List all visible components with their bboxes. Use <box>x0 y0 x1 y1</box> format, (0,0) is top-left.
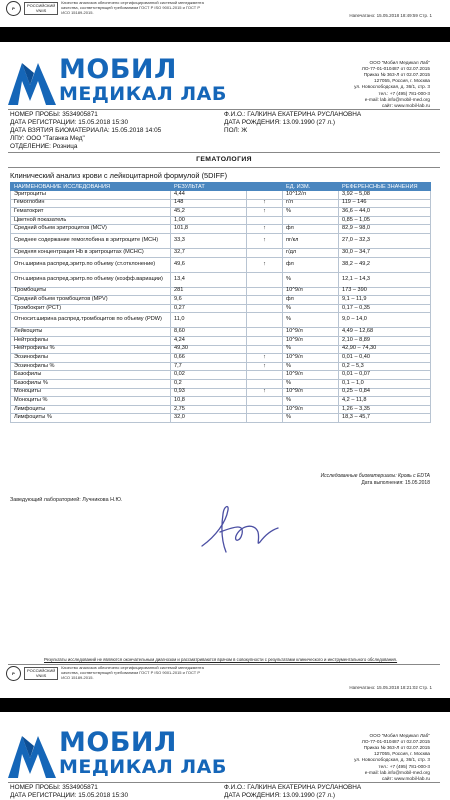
result-cell: 11,0 <box>171 313 247 328</box>
flag-cell: ↑ <box>247 354 283 363</box>
birth-date: ДАТА РОЖДЕНИЯ: 13.09.1990 (27 л.) <box>224 118 336 126</box>
reference-cell: 82,9 – 98,0 <box>339 225 431 234</box>
unit-cell: % <box>283 272 339 287</box>
unit-cell: 10^12/л <box>283 191 339 200</box>
flag-cell <box>247 414 283 423</box>
test-name-cell: Эозинофилы <box>11 354 171 363</box>
cert-badge-vniis: РОССИЙСКИЙ VNIIS <box>24 2 58 15</box>
flag-cell <box>247 248 283 257</box>
section-divider <box>8 152 440 153</box>
unit-cell: г/л <box>283 199 339 208</box>
lab-address: 127055, Россия, г. Москва <box>374 78 430 84</box>
flag-cell <box>247 328 283 337</box>
print-timestamp: Напечатано: 15.05.2018 18:21:02 Стр. 1 <box>349 685 432 690</box>
table-row <box>11 354 431 363</box>
table-row <box>11 191 431 200</box>
test-name-cell: Средний объем эритроцитов (MCV) <box>11 225 171 234</box>
table-row <box>11 248 431 257</box>
cert-badge-icon: P <box>6 1 21 16</box>
next-page-fragment <box>0 712 450 800</box>
reference-cell: 0,1 – 1,0 <box>339 379 431 388</box>
reference-cell: 173 – 390 <box>339 287 431 296</box>
cert-badge-vniis: РОССИЙСКИЙ VNIIS <box>24 667 58 680</box>
test-name-cell: Лейкоциты <box>11 328 171 337</box>
result-cell: 148 <box>171 199 247 208</box>
lpu: ЛПУ: ООО "Таганка Мед" <box>10 134 85 142</box>
result-cell: 101,8 <box>171 225 247 234</box>
completion-date: Дата выполнения: 15.05.2018 <box>361 480 430 486</box>
unit-cell: пг/кл <box>283 233 339 248</box>
reference-cell: 2,10 – 8,89 <box>339 336 431 345</box>
patient-name: Ф.И.О.: ГАЛКИНА ЕКАТЕРИНА РУСЛАНОВНА <box>224 111 362 118</box>
test-name-cell: Цветной показатель <box>11 216 171 225</box>
reference-cell: 18,3 – 45,7 <box>339 414 431 423</box>
table-row <box>11 388 431 397</box>
test-name-cell: Эритроциты <box>11 191 171 200</box>
page-top-fragment <box>0 0 450 27</box>
sampling-date: ДАТА ВЗЯТИЯ БИОМАТЕРИАЛА: 15.05.2018 14:05 <box>10 126 162 134</box>
lab-license: ЛО-77-01-010487 от 02.07.2015 <box>361 66 430 72</box>
patient-info-right <box>224 111 361 135</box>
unit-cell: фл <box>283 225 339 234</box>
unit-cell: 10^9/л <box>283 287 339 296</box>
unit-cell: 10^9/л <box>283 371 339 380</box>
certification-block-footer <box>6 666 206 681</box>
reference-cell: 0,2 – 5,3 <box>339 362 431 371</box>
reference-cell: 119 – 146 <box>339 199 431 208</box>
table-row <box>11 216 431 225</box>
reference-cell: 9,1 – 11,9 <box>339 296 431 305</box>
flag-cell <box>247 371 283 380</box>
table-row <box>11 257 431 272</box>
brand-logo <box>8 55 227 105</box>
result-cell: 0,02 <box>171 371 247 380</box>
unit-cell: % <box>283 414 339 423</box>
table-row <box>11 379 431 388</box>
result-cell: 49,30 <box>171 345 247 354</box>
result-cell: 49,6 <box>171 257 247 272</box>
result-cell: 2,75 <box>171 405 247 414</box>
unit-cell: г/дл <box>283 248 339 257</box>
result-cell: 0,2 <box>171 379 247 388</box>
lab-address: 127055, Россия, г. Москва <box>374 751 430 757</box>
unit-cell: 10^9/л <box>283 354 339 363</box>
test-name-cell: Базофилы % <box>11 379 171 388</box>
result-cell: 32,0 <box>171 414 247 423</box>
header-divider <box>8 109 440 110</box>
flag-cell <box>247 336 283 345</box>
flag-cell: ↑ <box>247 257 283 272</box>
unit-cell: % <box>283 379 339 388</box>
lab-address-street: ул. Новослободская, д. 36/1, стр. 3 <box>354 84 430 90</box>
reference-cell: 0,01 – 0,07 <box>339 371 431 380</box>
result-cell: 4,24 <box>171 336 247 345</box>
reference-cell: 1,26 – 3,35 <box>339 405 431 414</box>
unit-cell: 10^9/л <box>283 336 339 345</box>
certification-block <box>6 1 206 16</box>
unit-cell: % <box>283 304 339 313</box>
test-name-cell: Средний объем тромбоцитов (MPV) <box>11 296 171 305</box>
test-name-cell: Отн.ширина распред.эритр.по объему (ст.отклонение) <box>11 257 171 272</box>
results-header-row <box>11 183 431 191</box>
flag-cell <box>247 191 283 200</box>
reference-cell: 38,2 – 49,2 <box>339 257 431 272</box>
section-title: ГЕМАТОЛОГИЯ <box>196 156 252 163</box>
lab-head: Заведующий лабораторией: Лучникова Н.Ю. <box>10 497 123 503</box>
flag-cell: ↑ <box>247 233 283 248</box>
print-timestamp: Напечатано: 15.05.2018 18:49:59 Стр. 1 <box>349 13 432 18</box>
table-row <box>11 328 431 337</box>
lab-name: ООО "Мобил Медикал Лаб" <box>369 733 430 738</box>
result-cell: 0,27 <box>171 304 247 313</box>
reference-cell: 12,1 – 14,3 <box>339 272 431 287</box>
flag-cell <box>247 296 283 305</box>
reference-cell: 27,0 – 32,3 <box>339 233 431 248</box>
unit-cell: фл <box>283 296 339 305</box>
reference-cell: 0,25 – 0,84 <box>339 388 431 397</box>
unit-cell: 10^9/л <box>283 405 339 414</box>
patient-name: Ф.И.О.: ГАЛКИНА ЕКАТЕРИНА РУСЛАНОВНА <box>224 784 362 791</box>
brand-line-2: МЕДИКАЛ ЛАБ <box>59 83 227 105</box>
result-cell: 7,7 <box>171 362 247 371</box>
test-name-cell: Гемоглобин <box>11 199 171 208</box>
table-row <box>11 414 431 423</box>
result-cell: 32,7 <box>171 248 247 257</box>
sample-number: НОМЕР ПРОБЫ: 3534905871 <box>10 111 98 118</box>
table-row <box>11 296 431 305</box>
table-row <box>11 272 431 287</box>
flag-cell <box>247 313 283 328</box>
result-cell: 8,60 <box>171 328 247 337</box>
test-name-cell: Средняя концентрация Hb в эритроцитах (MCHC) <box>11 248 171 257</box>
cert-text: Качество анализов обеспечено сертифицированной системой менеджмента качества, соответствующей требованиям ГОСТ Р ISO 9001-2015 и ГОСТ Р ИСО 15189-2015. <box>61 0 204 15</box>
logo-mark-icon <box>8 728 56 778</box>
lab-site: сайт: www.mobil-lab.ru <box>381 775 430 781</box>
test-name-cell: Лимфоциты <box>11 405 171 414</box>
reference-cell: 4,49 – 12,68 <box>339 328 431 337</box>
table-row <box>11 225 431 234</box>
lab-name: ООО "Мобил Медикал Лаб" <box>369 60 430 65</box>
test-name-cell: Лимфоциты % <box>11 414 171 423</box>
unit-cell: % <box>283 208 339 217</box>
result-cell: 1,00 <box>171 216 247 225</box>
table-row <box>11 362 431 371</box>
table-row <box>11 233 431 248</box>
patient-info-left <box>10 784 128 800</box>
result-cell: 4,44 <box>171 191 247 200</box>
disclaimer: Результаты исследований не являются окончательным диагнозом и рассматриваются врачом в совокупности с результатами клинического и инструментального обследования. <box>44 657 398 662</box>
brand-line-1: МОБИЛ <box>59 727 177 758</box>
table-row <box>11 371 431 380</box>
result-cell: 45,2 <box>171 208 247 217</box>
table-row <box>11 336 431 345</box>
unit-cell: % <box>283 313 339 328</box>
flag-cell: ↑ <box>247 225 283 234</box>
reference-cell: 0,01 – 0,40 <box>339 354 431 363</box>
result-cell: 33,3 <box>171 233 247 248</box>
lab-order: Приказ № 363-Л от 02.07.2015 <box>363 72 430 78</box>
test-name-cell: Гематокрит <box>11 208 171 217</box>
signature-icon <box>196 502 282 558</box>
test-name-cell: Тромбокрит (PCT) <box>11 304 171 313</box>
test-name-cell: Относит.ширина распред.тромбоцитов по объему (PDW) <box>11 313 171 328</box>
header-divider <box>8 782 440 783</box>
lab-order: Приказ № 363-Л от 02.07.2015 <box>363 745 430 751</box>
reference-cell: 3,92 – 5,08 <box>339 191 431 200</box>
flag-cell: ↑ <box>247 208 283 217</box>
patient-info-right <box>224 784 361 800</box>
flag-cell <box>247 379 283 388</box>
section-divider-bottom <box>8 167 440 168</box>
table-row <box>11 287 431 296</box>
lab-details <box>354 733 430 782</box>
result-cell: 281 <box>171 287 247 296</box>
test-name-cell: Базофилы <box>11 371 171 380</box>
unit-cell: 10^9/л <box>283 328 339 337</box>
col-flag-header <box>247 183 283 191</box>
flag-cell <box>247 304 283 313</box>
test-name-cell: Тромбоциты <box>11 287 171 296</box>
unit-cell: % <box>283 397 339 406</box>
sample-number: НОМЕР ПРОБЫ: 3534905871 <box>10 784 98 791</box>
registration-date: ДАТА РЕГИСТРАЦИИ: 15.05.2018 15:30 <box>10 118 129 126</box>
table-row <box>11 397 431 406</box>
birth-date: ДАТА РОЖДЕНИЯ: 13.09.1990 (27 л.) <box>224 791 336 799</box>
unit-cell: 10^9/л <box>283 388 339 397</box>
lab-email: e-mail: lab.info@mobil-med.org <box>364 96 430 102</box>
test-name-cell: Среднее содержание гемоглобина в эритроците (MCH) <box>11 233 171 248</box>
test-name-cell: Моноциты % <box>11 397 171 406</box>
reference-cell: 0,17 – 0,35 <box>339 304 431 313</box>
test-name-cell: Нейтрофилы % <box>11 345 171 354</box>
result-cell: 0,66 <box>171 354 247 363</box>
patient-sex: ПОЛ: Ж <box>224 126 248 134</box>
lab-details <box>354 60 430 109</box>
reference-cell: 42,90 – 74,30 <box>339 345 431 354</box>
lab-address-street: ул. Новослободская, д. 36/1, стр. 3 <box>354 757 430 763</box>
result-cell: 9,6 <box>171 296 247 305</box>
brand-line-2: МЕДИКАЛ ЛАБ <box>59 756 227 778</box>
test-title: Клинический анализ крови с лейкоцитарной формулой (5DIFF) <box>10 171 228 180</box>
unit-cell: % <box>283 345 339 354</box>
flag-cell <box>247 405 283 414</box>
reference-cell: 9,0 – 14,0 <box>339 313 431 328</box>
patient-info-left <box>10 111 161 150</box>
flag-cell <box>247 216 283 225</box>
table-row <box>11 199 431 208</box>
reference-cell: 30,0 – 34,7 <box>339 248 431 257</box>
col-unit-header: ЕД. ИЗМ. <box>283 183 339 191</box>
col-ref-header: РЕФЕРЕНСНЫЕ ЗНАЧЕНИЯ <box>339 183 431 191</box>
reference-cell: 4,2 – 11,8 <box>339 397 431 406</box>
table-row <box>11 345 431 354</box>
reference-cell: 36,6 – 44,0 <box>339 208 431 217</box>
flag-cell: ↑ <box>247 388 283 397</box>
flag-cell: ↑ <box>247 199 283 208</box>
table-row <box>11 208 431 217</box>
flag-cell <box>247 287 283 296</box>
lab-site: сайт: www.mobil-lab.ru <box>381 102 430 108</box>
table-row <box>11 405 431 414</box>
unit-cell <box>283 216 339 225</box>
department: ОТДЕЛЕНИЕ: Розница <box>10 142 78 150</box>
reference-cell: 0,85 – 1,05 <box>339 216 431 225</box>
flag-cell <box>247 272 283 287</box>
cert-text: Качество анализов обеспечено сертифицированной системой менеджмента качества, соответствующей требованиям ГОСТ Р ISO 9001-2015 и ГОСТ Р ИСО 15189-2015. <box>61 665 204 680</box>
flag-cell <box>247 397 283 406</box>
col-name-header: НАИМЕНОВАНИЕ ИССЛЕДОВАНИЯ <box>11 183 171 191</box>
result-cell: 10,8 <box>171 397 247 406</box>
test-name-cell: Отн.ширина распред.эритр.по объему (коэфф.вариации) <box>11 272 171 287</box>
unit-cell: фл <box>283 257 339 272</box>
brand-line-1: МОБИЛ <box>59 54 177 85</box>
lab-license: ЛО-77-01-010487 от 02.07.2015 <box>361 739 430 745</box>
lab-email: e-mail: lab.info@mobil-med.org <box>364 769 430 775</box>
col-result-header: РЕЗУЛЬТАТ <box>171 183 247 191</box>
result-cell: 13,4 <box>171 272 247 287</box>
table-row <box>11 304 431 313</box>
unit-cell: % <box>283 362 339 371</box>
table-row <box>11 313 431 328</box>
result-cell: 0,93 <box>171 388 247 397</box>
biomaterial-note: Исследованные биоматериалы: Кровь с EDTA <box>320 473 430 479</box>
brand-logo <box>8 728 227 778</box>
flag-cell <box>247 345 283 354</box>
test-name-cell: Нейтрофилы <box>11 336 171 345</box>
report-page <box>0 42 450 698</box>
lab-phone: тел.: +7 (495) 781-000-3 <box>378 763 430 769</box>
test-name-cell: Моноциты <box>11 388 171 397</box>
lab-phone: тел.: +7 (495) 781-000-3 <box>378 90 430 96</box>
cert-badge-icon: P <box>6 666 21 681</box>
results-table <box>10 182 431 423</box>
registration-date: ДАТА РЕГИСТРАЦИИ: 15.05.2018 15:30 <box>10 791 129 799</box>
flag-cell: ↑ <box>247 362 283 371</box>
test-name-cell: Эозинофилы % <box>11 362 171 371</box>
logo-mark-icon <box>8 55 56 105</box>
